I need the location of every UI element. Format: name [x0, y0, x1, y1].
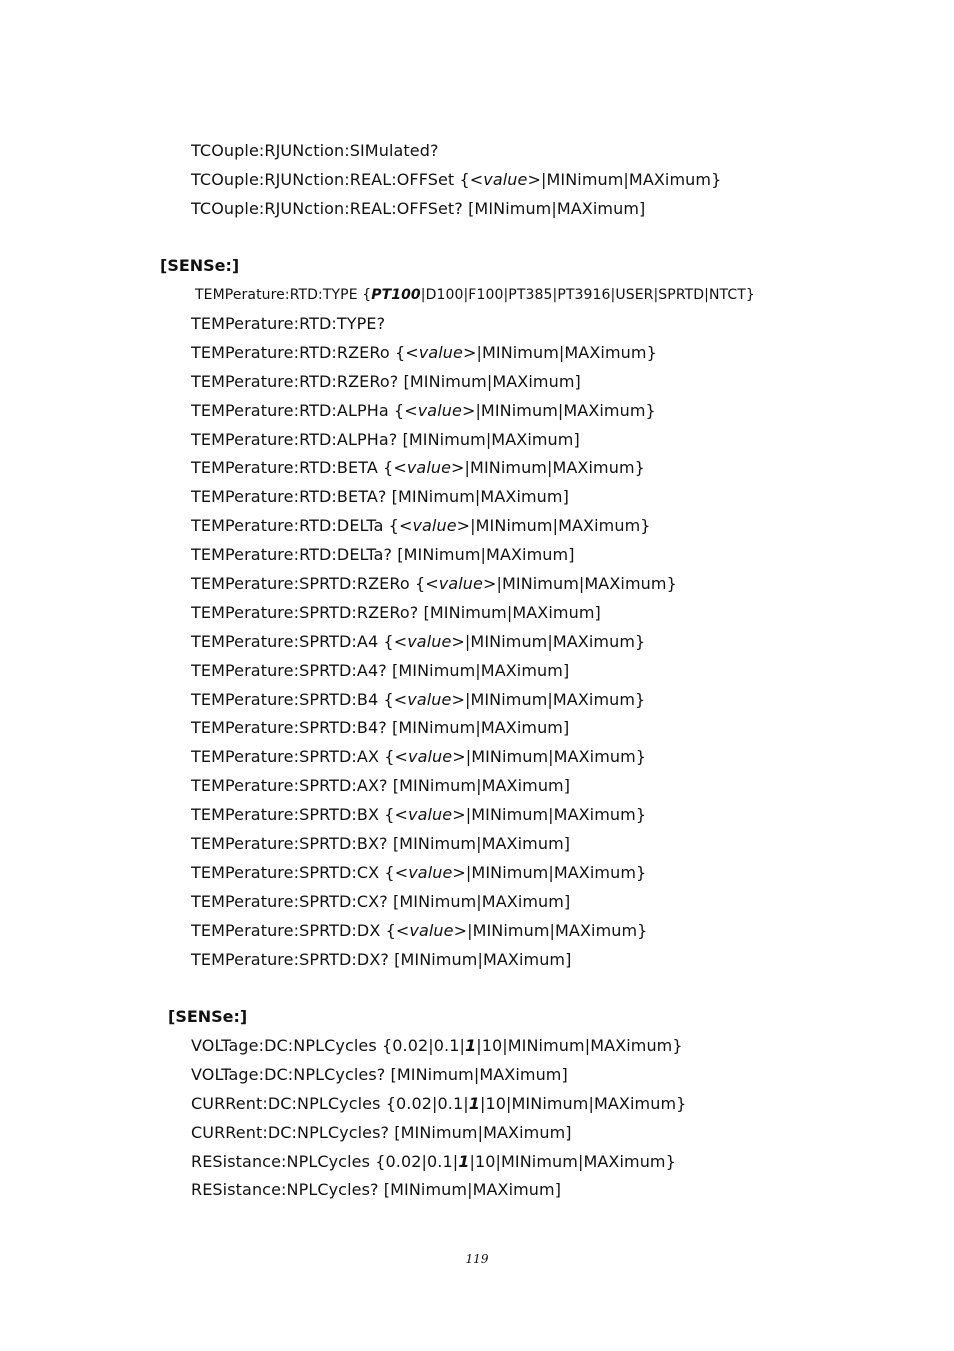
nplc-command-list: [191, 1032, 686, 1205]
command-line: CURRent:DC:NPLCycles? [MINimum|MAXimum]: [191, 1122, 572, 1142]
command-line: TEMPerature:SPRTD:RZERo? [MINimum|MAXimum]: [191, 602, 601, 622]
default-value: 1: [468, 1093, 480, 1113]
command-line: TEMPerature:SPRTD:RZERo {<value>|MINimum|MAXimum}: [191, 574, 677, 594]
command-line: TEMPerature:SPRTD:DX? [MINimum|MAXimum]: [191, 949, 572, 969]
value-placeholder: value: [408, 862, 453, 882]
command-line: TEMPerature:RTD:ALPHa {<value>|MINimum|MAXimum}: [191, 400, 656, 420]
value-placeholder: value: [438, 574, 483, 594]
command-line: RESistance:NPLCycles {0.02|0.1|1|10|MINimum|MAXimum}: [191, 1151, 676, 1171]
sense-heading-2: [SENSe:]: [168, 1007, 248, 1026]
command-line: TEMPerature:SPRTD:AX? [MINimum|MAXimum]: [191, 776, 571, 796]
rtd-type-command: [195, 281, 755, 310]
default-value: 1: [458, 1151, 470, 1171]
value-placeholder: value: [406, 458, 452, 478]
value-placeholder: value: [418, 342, 463, 362]
command-line: TEMPerature:SPRTD:B4 {<value>|MINimum|MAXimum}: [191, 689, 646, 709]
command-line: TEMPerature:SPRTD:BX? [MINimum|MAXimum]: [191, 834, 571, 854]
command-line: TCOuple:RJUNction:SIMulated?: [191, 141, 439, 160]
value-placeholder: value: [408, 805, 453, 825]
command-line: TEMPerature:RTD:BETA? [MINimum|MAXimum]: [191, 487, 569, 507]
command-line: TEMPerature:SPRTD:AX {<value>|MINimum|MAXimum}: [191, 747, 647, 767]
command-line: TEMPerature:SPRTD:CX? [MINimum|MAXimum]: [191, 891, 571, 911]
default-value: PT100: [371, 287, 421, 303]
tcouple-command-list: [191, 137, 721, 224]
page-number: 119: [465, 1252, 489, 1266]
sense-heading-1: [SENSe:]: [160, 256, 240, 275]
command-line: TEMPerature:RTD:TYPE {PT100|D100|F100|PT385|PT3916|USER|SPRTD|NTCT}: [195, 287, 755, 303]
command-line: TEMPerature:SPRTD:BX {<value>|MINimum|MAXimum}: [191, 805, 647, 825]
temperature-command-list: [191, 310, 677, 974]
command-line: TCOuple:RJUNction:REAL:OFFSet? [MINimum|MAXimum]: [191, 198, 646, 218]
value-placeholder: value: [407, 631, 452, 651]
command-line: TEMPerature:SPRTD:B4? [MINimum|MAXimum]: [191, 718, 570, 738]
command-line: TEMPerature:SPRTD:CX {<value>|MINimum|MAXimum}: [191, 862, 647, 882]
command-line: TEMPerature:RTD:DELTa {<value>|MINimum|MAXimum}: [191, 516, 651, 536]
value-placeholder: value: [409, 920, 454, 940]
default-value: 1: [464, 1036, 477, 1055]
command-line: TEMPerature:RTD:RZERo? [MINimum|MAXimum]: [191, 371, 581, 391]
value-placeholder: value: [412, 516, 457, 536]
command-line: CURRent:DC:NPLCycles {0.02|0.1|1|10|MINimum|MAXimum}: [191, 1093, 687, 1113]
value-placeholder: value: [408, 747, 453, 767]
value-placeholder: value: [407, 689, 452, 709]
value-placeholder: value: [417, 400, 462, 420]
command-line: TEMPerature:RTD:DELTa? [MINimum|MAXimum]: [191, 545, 575, 565]
command-line: TCOuple:RJUNction:REAL:OFFSet {<value>|MINimum|MAXimum}: [191, 169, 722, 189]
command-line: TEMPerature:SPRTD:A4 {<value>|MINimum|MAXimum}: [191, 631, 646, 651]
command-line: TEMPerature:RTD:BETA {<value>|MINimum|MAXimum}: [191, 458, 645, 478]
command-line: TEMPerature:SPRTD:A4? [MINimum|MAXimum]: [191, 660, 570, 680]
command-line: RESistance:NPLCycles? [MINimum|MAXimum]: [191, 1180, 562, 1200]
value-placeholder: value: [483, 169, 528, 189]
command-line: TEMPerature:RTD:ALPHa? [MINimum|MAXimum]: [191, 429, 580, 449]
command-line: VOLTage:DC:NPLCycles? [MINimum|MAXimum]: [191, 1064, 568, 1084]
command-line: TEMPerature:RTD:RZERo {<value>|MINimum|MAXimum}: [191, 342, 657, 362]
command-line: TEMPerature:SPRTD:DX {<value>|MINimum|MAXimum}: [191, 920, 648, 940]
command-line: VOLTage:DC:NPLCycles {0.02|0.1|1|10|MINimum|MAXimum}: [191, 1036, 683, 1055]
command-line: TEMPerature:RTD:TYPE?: [191, 314, 386, 333]
